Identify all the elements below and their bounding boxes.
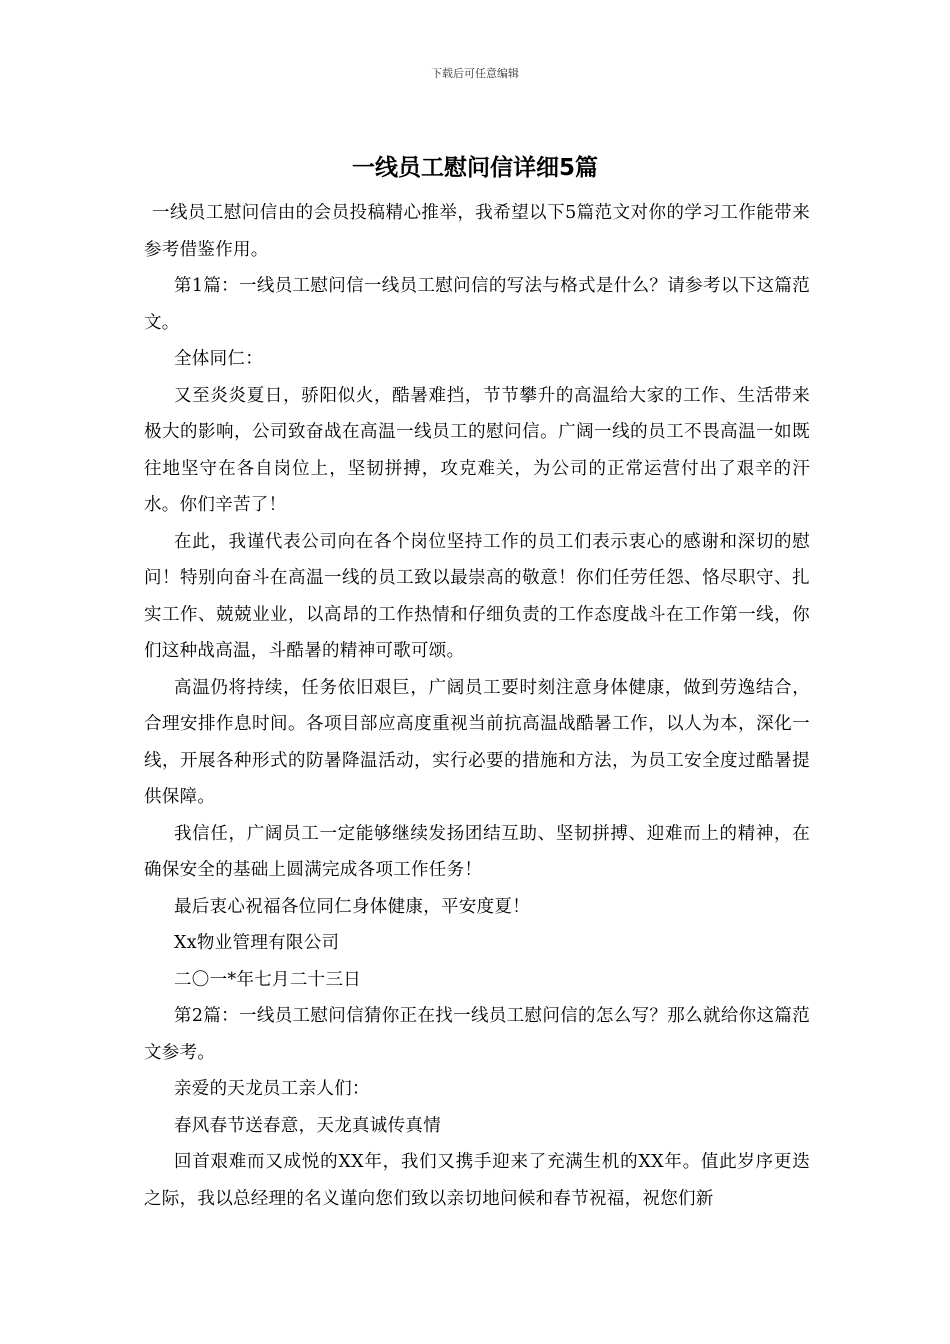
- body-paragraph: 回首艰难而又成悦的XX年，我们又携手迎来了充满生机的XX年。值此岁序更迭之际，我以总经理的名义谨向您们致以亲切地问候和春节祝福，祝您们新: [144, 1152, 810, 1209]
- closing-wish: 最后衷心祝福各位同仁身体健康，平安度夏！: [174, 896, 530, 917]
- salutation: 亲爱的天龙员工亲人们：: [174, 1079, 370, 1099]
- body-paragraph: 在此，我谨代表公司向在各个岗位坚持工作的员工们表示衷心的感谢和深切的慰问！特别向奋斗在高温一线的员工致以最崇高的敬意！你们任劳任怨、恪尽职守、扎实工作、兢兢业业，以高昂的工作热情和仔细负责的工作态度战斗在工作第一线，你们这种战高温，斗酷暑的精神可歌可颂。: [144, 531, 810, 661]
- signature-date: 二〇一*年七月二十三日: [174, 969, 362, 990]
- body-paragraph: 高温仍将持续，任务依旧艰巨，广阔员工要时刻注意身体健康，做到劳逸结合，合理安排作息时间。各项目部应高度重视当前抗高温战酷暑工作，以人为本，深化一线，开展各种形式的防暑降温活动，实行必要的措施和方法，为员工安全度过酷暑提供保障。: [144, 677, 810, 807]
- body-paragraph: 我信任，广阔员工一定能够继续发扬团结互助、坚韧拼搏、迎难而上的精神，在确保安全的基础上圆满完成各项工作任务！: [144, 823, 810, 880]
- slogan-line: 春风春节送春意，天龙真诚传真情: [174, 1115, 441, 1136]
- article-2-heading: 第2篇：一线员工慰问信猜你正在找一线员工慰问信的怎么写？那么就给你这篇范文参考。: [144, 1006, 810, 1063]
- header-note: 下载后可任意编辑: [431, 67, 519, 80]
- salutation: 全体同仁：: [174, 349, 263, 369]
- body-paragraph: 又至炎炎夏日，骄阳似火，酷暑难挡，节节攀升的高温给大家的工作、生活带来极大的影响，公司致奋战在高温一线员工的慰问信。广阔一线的员工不畏高温一如既往地坚守在各自岗位上，坚韧拼搏，攻克难关，为公司的正常运营付出了艰辛的汗水。你们辛苦了！: [144, 385, 810, 515]
- document-title: 一线员工慰问信详细5篇: [351, 155, 598, 181]
- article-1-heading: 第1篇：一线员工慰问信一线员工慰问信的写法与格式是什么？请参考以下这篇范文。: [144, 276, 810, 333]
- signature-company: Xx物业管理有限公司: [174, 933, 340, 953]
- document-body: [144, 195, 810, 1217]
- intro-paragraph: 一线员工慰问信由的会员投稿精心推举，我希望以下5篇范文对你的学习工作能带来参考借鉴作用。: [144, 203, 810, 260]
